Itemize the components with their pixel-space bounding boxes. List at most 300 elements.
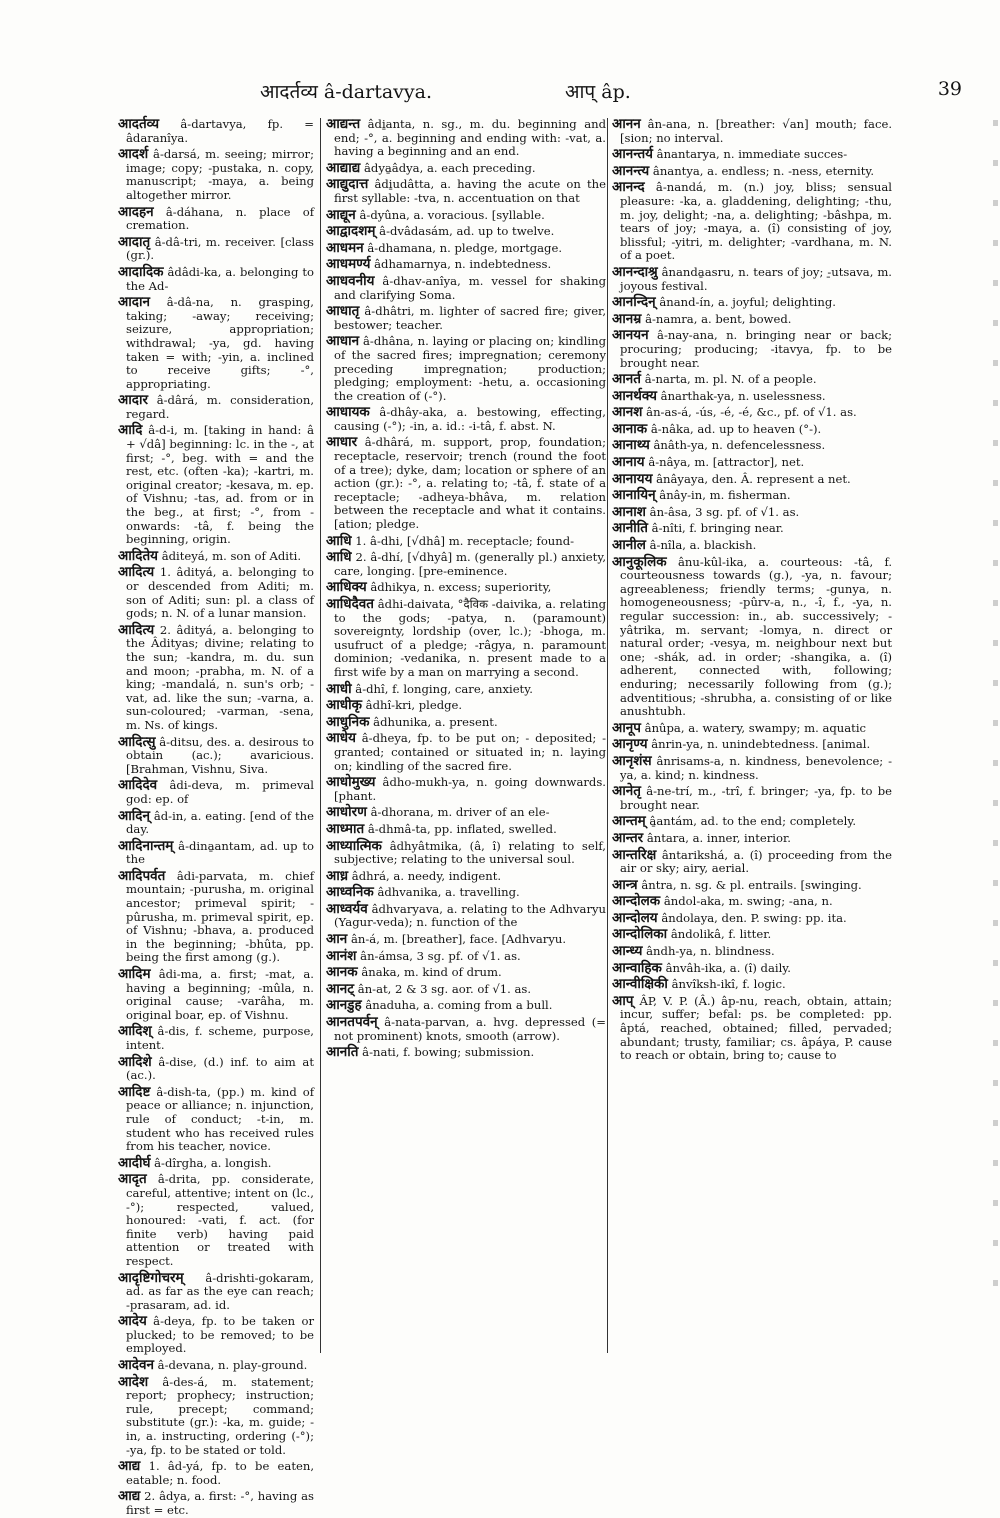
entry-definition: â-dina̱antam, ad. up to the	[126, 838, 314, 867]
entry-definition: ân-âsa, 3 sg. pf. of √1. as.	[649, 504, 800, 519]
dictionary-entry	[612, 945, 892, 959]
entry-headword: आनम्र	[612, 310, 642, 327]
entry-headword: आनाथ्य	[612, 437, 650, 454]
entry-definition: ândolaya, den. P. swing: pp. ita.	[661, 910, 847, 925]
entry-definition: ÂP, V. P. (Â.) âp-nu, reach, obtain, attain; incur, suffer; befal: ps. be completed: pp. âptá, reached, obtained; filled, pervaded; abundant; trusty, familiar; cs. âpáya, P. cause to reach or obtain, bring to; cause to	[620, 993, 892, 1063]
column-divider	[607, 118, 608, 1353]
entry-headword: आनतपर्वन्	[326, 1014, 378, 1031]
entry-headword: आधमर्ण्य	[326, 256, 371, 273]
entry-definition: â-nîti, f. bringing near.	[651, 521, 784, 536]
entry-headword: आधि	[326, 532, 352, 549]
dictionary-entry	[118, 867, 314, 965]
dictionary-entry	[326, 699, 606, 713]
entry-headword: आनील	[612, 537, 646, 554]
column-1	[118, 116, 315, 1517]
entry-headword: आनाश	[612, 503, 646, 520]
dictionary-entry	[326, 1046, 606, 1060]
dictionary-entry	[118, 394, 314, 421]
entry-definition: ânantya, a. endless; n. -ness, eternity.	[652, 163, 875, 178]
dictionary-entry	[612, 373, 892, 387]
entry-headword: आनति	[326, 1044, 359, 1061]
entry-definition: ânûpa, a. watery, swampy; m. aquatic	[644, 720, 867, 735]
entry-definition: ânvîksh-ikî, f. logic.	[671, 977, 786, 992]
entry-headword: आदेश	[118, 1373, 149, 1390]
entry-headword: आद्वादशम्	[326, 223, 376, 240]
entry-headword: आनश	[612, 404, 643, 421]
entry-definition: âdhvanika, a. travelling.	[377, 885, 520, 900]
entry-definition: â-nâya, m. [attractor], net.	[648, 455, 805, 470]
entry-definition: âditeyá, m. son of Aditi.	[161, 548, 302, 563]
entry-headword: आनृशंस	[612, 752, 652, 769]
entry-headword: आनन	[612, 116, 641, 132]
entry-headword: आध्मात	[326, 820, 365, 837]
entry-headword: आन्तरिक्ष	[612, 846, 657, 863]
dictionary-entry	[118, 1053, 314, 1083]
dictionary-entry	[326, 206, 606, 223]
entry-headword: आनन्दिन्	[612, 294, 656, 311]
entry-definition: âdhvaryava, a. relating to the Adhvaryu (Yagur-veda); n. function of the	[334, 901, 607, 930]
entry-definition: â-dise, (d.) inf. to aim at (ac.).	[126, 1054, 314, 1083]
entry-headword: आधायक	[326, 404, 370, 421]
entry-headword: आधोमुख्य	[326, 774, 376, 791]
entry-definition: âdhrá, a. needy, indigent.	[351, 868, 502, 883]
entry-definition: â-dyûna, a. voracious. [syllable.	[359, 207, 545, 222]
dictionary-entry	[326, 837, 606, 867]
dictionary-entry	[326, 680, 606, 697]
dictionary-entry	[326, 272, 606, 302]
entry-definition: ândh-ya, n. blindness.	[646, 944, 775, 959]
dictionary-entry	[118, 621, 315, 733]
entry-headword: आदृष्टिगोचरम्	[118, 1269, 184, 1286]
dictionary-entry	[326, 947, 606, 964]
entry-headword: आधीकृ	[326, 697, 362, 714]
dictionary-entry	[118, 1359, 314, 1373]
dictionary-entry	[612, 296, 892, 310]
dictionary-entry	[118, 296, 314, 391]
dictionary-entry	[326, 713, 606, 730]
entry-headword: आनर्थक्य	[612, 387, 657, 404]
dictionary-entry	[326, 406, 606, 433]
entry-definition: ândolikâ, f. litter.	[670, 927, 772, 942]
dictionary-entry	[612, 148, 892, 162]
entry-headword: आदिश्	[118, 1023, 152, 1040]
entry-definition: ânây-in, m. fisherman.	[659, 488, 791, 503]
entry-headword: आदित्य	[118, 621, 155, 638]
dictionary-entry	[612, 928, 892, 942]
dictionary-entry	[118, 1173, 314, 1268]
dictionary-entry	[326, 820, 606, 837]
entry-headword: आदित्य	[118, 564, 155, 581]
entry-definition: âdâdi-ka, a. belonging to the Ad-	[126, 264, 315, 293]
entry-definition: â-narta, m. pl. N. of a people.	[644, 372, 817, 387]
dictionary-entry	[612, 406, 892, 420]
column-3	[612, 118, 892, 1358]
entry-definition: 2. âdityá, a. belonging to the Âdityas; divine; relating to the sun; -kandra, m. du. sun and moon; -prabha, m. N. of a king; -mandalá, n. sun's orb; -vat, ad. like the sun; -varna, a. sun-coloured; -varman, -sena, m. Ns. of kings.	[126, 622, 315, 732]
dictionary-entry	[612, 181, 892, 263]
entry-headword: आधिदैवत	[326, 596, 374, 612]
entry-definition: ânaduha, a. coming from a bull.	[365, 998, 553, 1013]
entry-headword: आन्ध्य	[612, 943, 643, 960]
dictionary-entry	[118, 1460, 314, 1487]
entry-headword: आनीति	[612, 520, 648, 537]
dictionary-entry	[326, 806, 606, 820]
entry-definition: 2. âdya, a. first: -°, having as first = etc.	[126, 1489, 314, 1517]
entry-definition: â-d-i, m. [taking in hand: â + √dâ] beginning: lc. in the -, at first; -°, beg. with = and the rest, etc. (often -ka); -kartri, m. original creator; -kesava, m. ep. of Vishnu; -tas, ad. from or in the beg., at first; -°, from - onwards: -tâ, f. being the beginning, origin.	[126, 423, 314, 547]
entry-definition: ânu-kûl-ika, a. courteous: -tâ, f. courteousness towards (g.), -ya, n. favour; agreeableness; friendly terms; -gunya, n. homogeneousness; -pûrv-a, n., -î, f., -ya, n. regular succession: in., ab. successively; -yâtrika, m. servant; -lomya, n. direct or natural order; -vesya, m. neighbour next but one; -shák, ad. in order; -shangika, a. (î) adherent, connected with, following; enduring; necessarily following from (g.); adventitious; -shrubha, a. consisting of or like anushtubh.	[620, 554, 893, 719]
entry-definition: â-dhorana, m. driver of an ele-	[370, 805, 550, 820]
entry-headword: आधी	[326, 680, 352, 697]
dictionary-entry	[118, 807, 315, 837]
dictionary-entry	[612, 439, 892, 453]
dictionary-entry	[326, 551, 606, 578]
entry-headword: आनन्दाश्रु	[612, 263, 658, 280]
entry-definition: âdi-ma, a. first; -mat, a. having a beginning; -mûla, n. original cause; -varâha, m. original boar, ep. of Vishnu.	[126, 967, 314, 1022]
dictionary-entry	[612, 719, 892, 736]
dictionary-entry	[118, 1315, 314, 1356]
entry-definition: â-ne-trí, m., -trî, f. bringer; -ya, fp. to be brought near.	[620, 784, 892, 812]
dictionary-entry	[118, 733, 315, 777]
dictionary-entry	[612, 829, 892, 846]
entry-headword: आदिष्ट	[118, 1083, 151, 1100]
entry-headword: आनयन	[612, 327, 649, 344]
entry-headword: आदिपर्वत	[118, 867, 166, 884]
entry-definition: âdya̱âdya, a. each preceding.	[364, 160, 536, 175]
entry-definition: ânâyaya, den. Â. represent a net.	[656, 471, 851, 486]
entry-headword: आनेतृ	[612, 783, 641, 800]
dictionary-entry	[118, 1269, 314, 1313]
dictionary-entry	[612, 876, 892, 893]
entry-definition: â-dîrgha, a. longish.	[154, 1155, 272, 1170]
dictionary-entry	[118, 1083, 315, 1154]
dictionary-entry	[326, 225, 606, 239]
entry-headword: आदर्श	[118, 146, 149, 163]
page-number: 39	[937, 78, 962, 100]
dictionary-entry	[118, 837, 314, 867]
dictionary-entry	[118, 1373, 314, 1458]
entry-definition: 1. â-dhi, [√dhâ] m. receptacle; found-	[355, 533, 575, 548]
dictionary-entry	[612, 329, 892, 370]
entry-definition: âdho-mukh-ya, n. going downwards. [phant.	[334, 775, 606, 803]
entry-definition: ânvâh-ika, a. (î) daily.	[665, 960, 791, 975]
dictionary-entry	[118, 148, 314, 202]
entry-definition: â-dhâtri, m. lighter of sacred fire; giver, bestower; teacher.	[334, 304, 607, 332]
entry-headword: आध्वर्यव	[326, 900, 368, 917]
entry-headword: आनंश	[326, 947, 357, 964]
dictionary-entry	[326, 776, 606, 803]
entry-headword: आदार	[118, 392, 148, 409]
entry-definition: ântarikshá, a. (î) proceeding from the air or sky; airy, aerial.	[620, 847, 892, 876]
entry-definition: â-dhamana, n. pledge, mortgage.	[367, 240, 563, 255]
dictionary-entry	[612, 553, 893, 719]
dictionary-entry	[118, 1025, 314, 1052]
entry-headword: आधार	[326, 434, 358, 451]
dictionary-entry	[612, 162, 892, 179]
entry-headword: आधान	[326, 333, 360, 350]
entry-headword: आदहन	[118, 203, 154, 220]
dictionary-entry	[612, 522, 892, 536]
entry-definition: âdhunika, a. present.	[373, 714, 498, 729]
entry-headword: आधुनिक	[326, 713, 370, 730]
entry-definition: â-dhârá, m. support, prop, foundation; receptacle, reservoir; trench (round the foot of a tree); dyke, dam; location or sphere of an action (gr.): -°, a. relating to; -tâ, f. state of a receptacle; -adheya-bhâva, m. relation between the receptacle and what it contains. [ation; pledge.	[334, 435, 606, 532]
dictionary-entry	[612, 263, 892, 293]
entry-headword: आनूप	[612, 719, 641, 736]
entry-definition: â-dáhana, n. place of cremation.	[126, 204, 314, 233]
entry-definition: ân-ámsa, 3 sg. pf. of √1. as.	[360, 948, 521, 963]
entry-headword: आन्तम्	[612, 813, 646, 830]
entry-definition: âdi-deva, m. primeval god: ep. of	[126, 778, 315, 806]
entry-headword: आद्यन्त	[326, 116, 361, 132]
dictionary-entry	[326, 732, 606, 773]
entry-definition: â-nîla, a. blackish.	[649, 538, 757, 553]
entry-definition: â-dish-ta, (pp.) m. kind of peace or alliance; n. injunction, rule of conduct; -t-in, m. student who has received rules from his teacher, novice.	[126, 1084, 315, 1154]
dictionary-entry	[118, 779, 314, 806]
dictionary-entry	[326, 178, 606, 205]
dictionary-entry	[612, 752, 893, 782]
dictionary-entry	[118, 1490, 314, 1517]
entry-definition: â-dheya, fp. to be put on; - deposited; -granted; contained or situated in; n. laying on; kindling of the sacred fire.	[334, 731, 606, 773]
entry-headword: आदिशे	[118, 1053, 152, 1070]
entry-headword: आनट्	[326, 980, 355, 997]
entry-definition: â-darsá, m. seeing; mirror; image; copy; -pustaka, n. copy, manuscript; -maya, a. being altogether mirror.	[126, 147, 314, 202]
dictionary-entry	[612, 470, 892, 487]
entry-headword: आधमन	[326, 239, 364, 256]
dictionary-entry	[326, 581, 606, 595]
dictionary-entry	[326, 900, 607, 930]
entry-headword: आनृण्य	[612, 736, 648, 753]
entry-headword: आदादिक	[118, 263, 164, 280]
entry-headword: आन्दोलय	[612, 909, 658, 926]
entry-definition: â-nati, f. bowing; submission.	[362, 1045, 535, 1060]
dictionary-entry	[612, 846, 892, 876]
dictionary-entry	[326, 305, 606, 332]
entry-headword: आदृत	[118, 1171, 147, 1188]
entry-headword: आदिदेव	[118, 777, 158, 794]
dictionary-entry	[326, 239, 606, 256]
dictionary-entry	[326, 159, 606, 176]
entry-headword: आन्त्र	[612, 876, 638, 893]
entry-definition: ânantarya, n. immediate succes-	[656, 147, 848, 162]
entry-headword: आधवनीय	[326, 272, 375, 289]
entry-definition: ântra, n. sg. & pl. entrails. [swinging.	[641, 877, 862, 892]
entry-definition: â-deya, fp. to be taken or plucked; to be removed; to be employed.	[126, 1314, 315, 1356]
entry-headword: आन्वाहिक	[612, 959, 662, 976]
entry-headword: आध्वनिक	[326, 884, 374, 901]
dictionary-entry	[118, 424, 314, 546]
entry-definition: ânrin-ya, n. unindebtedness. [animal.	[651, 737, 871, 752]
dictionary-entry	[612, 489, 892, 503]
entry-definition: â-dhây-aka, a. bestowing, effecting, causing (-°); -in, a. id.: -i-tâ, f. abst. N.	[334, 405, 606, 433]
dictionary-entry	[118, 566, 314, 620]
entry-definition: âdi̱anta, n. sg., m. du. beginning and end; -°, a. beginning and ending with: -vat, a. having a beginning and an end.	[334, 117, 606, 159]
entry-definition: â-dâ-na, n. grasping, taking; -away; receiving; seizure, appropriation; withdrawal; -ya, gd. having taken = with; -yin, a. inclined to receive gifts; -°, appropriating.	[126, 295, 314, 391]
dictionary-entry	[118, 203, 314, 233]
entry-definition: ânand-ín, a. joyful; delighting.	[659, 295, 836, 310]
entry-headword: आनायय	[612, 470, 653, 487]
entry-headword: आनर्त	[612, 371, 641, 388]
dictionary-entry	[612, 503, 892, 520]
entry-headword: आधि	[326, 549, 352, 566]
entry-definition: âdhyâtmika, (â, î) relating to self, subjective; relating to the universal soul.	[334, 838, 606, 867]
entry-definition: âdhi-daivata, °दैविक -daivika, a. relating to the gods; -patya, n. (paramount) sovereignty, lordship (over, lc.); -bhoga, m. usufruct of a pledge; -râgya, n. paramount dominion; -vedanika, n. present made to a first wife by a man on marrying a second.	[334, 597, 606, 679]
entry-definition: 1. âdityá, a. belonging to or descended from Aditi; m. son of Aditi; sun: pl. a class of gods; n. N. of a lunar mansion.	[126, 565, 315, 621]
running-head-left: आदर्तव्य â-dartavya.	[260, 81, 433, 103]
entry-headword: आदातृ	[118, 233, 151, 250]
dictionary-entry	[326, 436, 606, 531]
dictionary-entry	[118, 547, 314, 564]
entry-headword: आदित्सु	[118, 733, 156, 750]
dictionary-entry	[326, 886, 606, 900]
entry-headword: आदर्तव्य	[118, 116, 160, 132]
dictionary-entry	[326, 118, 606, 159]
entry-headword: आदितेय	[118, 547, 158, 564]
dictionary-entry	[326, 1016, 606, 1043]
entry-definition: â-namra, a. bent, bowed.	[645, 311, 792, 326]
dictionary-entry	[612, 959, 892, 976]
dictionary-entry	[612, 456, 892, 470]
entry-definition: âdi-parvata, m. chief mountain; -purusha, m. original ancestor; primeval spirit; -pûrusha, m. primeval spirit, ep. of Vishnu; -bhava, a. produced in the beginning; -bhûta, pp. being the first among (g.).	[126, 868, 314, 965]
entry-headword: आनन्त्य	[612, 162, 650, 179]
entry-definition: âdhî-kri, pledge.	[365, 698, 463, 713]
entry-headword: आनन्तर्य	[612, 146, 653, 163]
entry-headword: आदि	[118, 422, 143, 439]
entry-headword: आन्दोलिका	[612, 926, 668, 943]
entry-headword: आदेय	[118, 1313, 147, 1330]
entry-definition: ânanda̱asru, n. tears of joy; -̱utsava, m. joyous festival.	[620, 264, 892, 293]
entry-definition: â-nâka, ad. up to heaven (°-).	[650, 421, 822, 436]
entry-definition: ândol-aka, m. swing; -ana, n.	[663, 894, 833, 909]
entry-headword: आनाय	[612, 454, 645, 471]
entry-definition: ân-ana, n. [breather: √an] mouth; face. [sion; no interval.	[620, 117, 893, 145]
dictionary-entry	[326, 933, 606, 947]
dictionary-entry	[612, 895, 892, 909]
dictionary-entry	[118, 118, 314, 145]
entry-definition: â-ditsu, des. a. desirous to obtain (ac.); avaricious. [Brahman, Vishnu, Siva.	[126, 734, 315, 776]
entry-definition: â-dhâna, n. laying or placing on; kindling of the sacred fires; impregnation; ceremony preceding impregnation; production; pledging; employment: -hetu, a. occasioning the creation of (-°).	[334, 334, 606, 403]
entry-headword: आद्युदात्त	[326, 176, 369, 193]
dictionary-entry	[326, 598, 606, 680]
dictionary-entry	[612, 815, 892, 829]
entry-headword: आधोरण	[326, 804, 367, 821]
dictionary-entry	[118, 1154, 314, 1171]
entry-headword: आदीर्घ	[118, 1154, 151, 1171]
column-2	[326, 118, 606, 1358]
entry-headword: आनडुह	[326, 997, 362, 1014]
dictionary-entry	[612, 909, 892, 926]
entry-definition: â̱antám, ad. to the end; completely.	[649, 814, 857, 829]
entry-definition: â-nandá, m. (n.) joy, bliss; sensual pleasure: -ka, a. gladdening, delighting; -thu, m. joy, delight; -na, a. delighting; -bâshpa, m. tears of joy; -maya, a. (î) consisting of joy, blissful; -yitri, m. delighter; -vardhana, m. N. of a poet.	[620, 180, 892, 263]
entry-definition: ân-as-á, -ús, -é, -é, &c., pf. of √1. as.	[646, 405, 857, 420]
entry-headword: आदिनान्तम्	[118, 837, 174, 854]
entry-headword: आनन्द	[612, 179, 645, 196]
entry-headword: आनक	[326, 964, 358, 981]
entry-definition: ânâth-ya, n. defencelessness.	[653, 438, 826, 453]
running-head-center: आप् âp.	[565, 81, 631, 103]
dictionary-entry	[612, 310, 892, 327]
dictionary-entry	[612, 978, 892, 992]
entry-headword: आनुकूलिक	[612, 553, 667, 570]
dictionary-entry	[612, 738, 892, 752]
dictionary-entry	[612, 992, 892, 1063]
dictionary-entry	[612, 420, 892, 437]
entry-headword: आधातृ	[326, 303, 360, 320]
dictionary-entry	[326, 335, 606, 403]
entry-headword: आध्र	[326, 867, 349, 884]
entry-definition: âdi̱udâtta, a. having the acute on the first syllable: -tva, n. accentuation on that	[334, 177, 607, 205]
entry-definition: ân-á, m. [breather], face. [Adhvaryu.	[350, 932, 567, 947]
entry-definition: â-dartavya, fp. = âdaranîya.	[126, 117, 314, 145]
entry-definition: âdhikya, n. excess; superiority,	[370, 580, 552, 595]
entry-headword: आन	[326, 931, 348, 948]
entry-definition: â-nay-ana, n. bringing near or back; procuring; producing; -itavya, fp. to be brought near.	[620, 328, 893, 370]
entry-definition: ânarthak-ya, n. uselessness.	[660, 388, 826, 403]
dictionary-entry	[612, 118, 892, 145]
entry-definition: â-des-á, m. statement; report; prophecy; instruction; rule, precept; command; substitute (gr.): -ka, m. guide; -in, a. instructing, ordering (-°); -ya, fp. to be stated or told.	[126, 1374, 314, 1457]
entry-headword: आधिक्य	[326, 579, 367, 596]
dictionary-entry	[326, 966, 606, 980]
entry-definition: â-nata-parvan, a. hvg. depressed (= not prominent) knots, smooth (arrow).	[334, 1015, 607, 1043]
dictionary-entry	[612, 785, 892, 812]
entry-definition: âd-in, a. eating. [end of the day.	[126, 808, 315, 837]
entry-definition: â-dis, f. scheme, purpose, intent.	[126, 1024, 314, 1052]
running-head	[110, 78, 970, 106]
entry-headword: आन्तर	[612, 829, 644, 846]
entry-headword: आदिन्	[118, 807, 150, 824]
dictionary-entry	[326, 980, 606, 997]
entry-headword: आदेवन	[118, 1357, 154, 1374]
entry-definition: â-devana, n. play-ground.	[157, 1358, 308, 1373]
entry-headword: आध्यात्मिक	[326, 837, 382, 854]
dictionary-entry	[326, 258, 606, 272]
entry-headword: आद्य	[118, 1488, 141, 1505]
entry-headword: आद्याद्य	[326, 159, 361, 176]
dictionary-entry	[326, 999, 606, 1013]
entry-definition: â-dhî, f. longing, care, anxiety.	[355, 681, 533, 696]
entry-definition: â-dhav-anîya, m. vessel for shaking and clarifying Soma.	[334, 273, 606, 302]
entry-headword: आधेय	[326, 730, 356, 747]
entry-definition: â-dvâdasám, ad. up to twelve.	[379, 224, 555, 239]
dictionary-entry	[612, 539, 892, 553]
entry-headword: आन्दोलक	[612, 893, 661, 910]
entry-headword: आद्यून	[326, 206, 356, 223]
dictionary-entry	[118, 263, 315, 293]
entry-definition: â-dâ-tri, m. receiver. [class (gr.).	[126, 234, 314, 263]
entry-definition: ântara, a. inner, interior.	[646, 830, 791, 845]
entry-headword: आनाक	[612, 420, 648, 437]
dictionary-entry	[612, 387, 892, 404]
dictionary-entry	[118, 968, 314, 1022]
entry-definition: âdhamarnya, n. indebtedness.	[374, 257, 552, 272]
entry-headword: आदान	[118, 294, 150, 311]
entry-headword: आप्	[612, 992, 634, 1009]
dictionary-entry	[326, 532, 606, 549]
scan-edge	[993, 120, 998, 1320]
entry-definition: ân-at, 2 & 3 sg. aor. of √1. as.	[357, 981, 532, 996]
dictionary-entry	[326, 867, 606, 884]
entry-definition: ânaka, m. kind of drum.	[361, 965, 502, 980]
entry-definition: â-drita, pp. considerate, careful, attentive; intent on (lc., -°); respected, valued, honoured: -vati, f. act. (for finite verb) having paid attention or treated with respect.	[126, 1172, 314, 1268]
entry-headword: आद्य	[118, 1458, 141, 1475]
column-divider	[320, 118, 321, 1353]
entry-headword: आन्वीक्षिकी	[612, 976, 668, 993]
entry-headword: आनायिन्	[612, 487, 656, 504]
entry-definition: â-drishti-gokaram, ad. as far as the eye can reach; -prasaram, ad. id.	[126, 1270, 314, 1312]
entry-headword: आदिम	[118, 966, 151, 983]
entry-definition: 1. âd-yá, fp. to be eaten, eatable; n. food.	[126, 1459, 315, 1487]
entry-definition: â-dhmâ-ta, pp. inflated, swelled.	[367, 821, 557, 836]
entry-definition: 2. â-dhí, [√dhyâ] m. (generally pl.) anxiety, care, longing. [pre-eminence.	[334, 550, 607, 578]
entry-definition: ânrisams-a, n. kindness, benevolence; -ya, a. kind; n. kindness.	[620, 753, 893, 782]
entry-definition: â-dârá, m. consideration, regard.	[126, 393, 314, 421]
